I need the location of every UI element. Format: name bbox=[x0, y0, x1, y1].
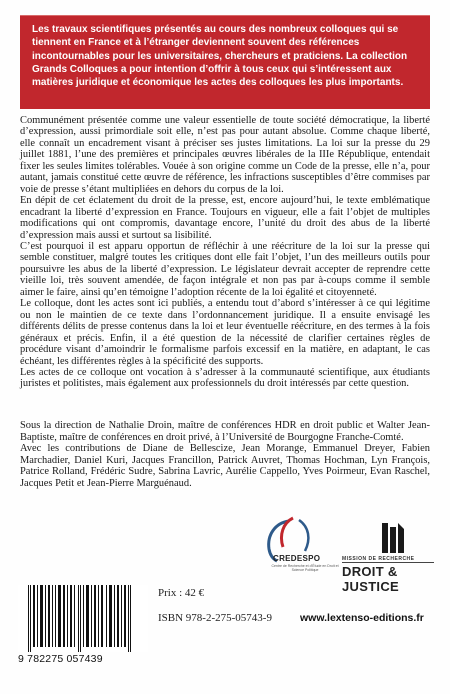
credespo-label: CREDESPO bbox=[273, 554, 321, 563]
banner-text: Les travaux scientifiques présentés au cours des nombreux colloques qui se tiennent en France et à l’étranger deviennent souvent des références incontournables pour les universitaires, chercheurs et praticiens. La collection Grands Colloques a pour intention d’offrir à tous ceux qui s’intéressent aux matières juridique et économique les actes des colloques les plus importants. bbox=[32, 24, 408, 89]
editors-block bbox=[20, 420, 430, 489]
collection-banner bbox=[20, 15, 430, 109]
editors-direction: Sous la direction de Nathalie Droin, maître de conférences HDR en droit public et Walter Jean-Baptiste, maître de conférences en droit privé, à l’Université de Bourgogne Franche-Comté. bbox=[20, 420, 430, 443]
price: Prix : 42 € bbox=[158, 587, 205, 599]
droit-justice-label: DROIT & JUSTICE bbox=[342, 564, 400, 594]
barcode-icon bbox=[18, 585, 148, 652]
summary-paragraph-2: En dépit de cet éclatement du droit de la presse, est, encore aujourd’hui, le texte emblématique encadrant la liberté d’expression en France. Toujours en vigueur, elle a fait l’objet de multiples modifications qui ont compromis, davantage encore, l’unité du droit des abus de la liberté d’expression mais aussi et surtout sa lisibilité. bbox=[20, 195, 430, 241]
isbn: ISBN 978-2-275-05743-9 bbox=[158, 612, 272, 624]
barcode bbox=[18, 585, 148, 652]
summary-paragraph-4: Le colloque, dont les actes sont ici publiés, a entendu tout d’abord s’intéresser à ce qui légitime ou non le maintien de ce texte dans l’ordonnancement juridique. Il a ensuite envisagé les différents délits de presse contenus dans la loi et leur éventuelle réécriture, en des termes à la fois généraux et précis. Enfin, il a été question de la nécessité de clarifier certaines règles de procédure visant d’amoindrir le formalisme parfois excessif en la matière, en adaptant, le cas échéant, les différentes règles à la spécificité des supports. bbox=[20, 298, 430, 367]
editors-contributors: Avec les contributions de Diane de Bellescize, Jean Morange, Emmanuel Dreyer, Fabien Marchadier, Daniel Kuri, Jacques Francillon, Patrick Auvret, Thomas Hochman, Lyn François, Patrice Rolland, Frédéric Sudre, Sabrina Lavric, Aurélie Cappello, Yves Poirmeur, Evan Raschel, Jacques Petit et Jean-Pierre Marguénaud. bbox=[20, 443, 430, 489]
summary-text bbox=[20, 115, 430, 390]
credespo-subtitle: Centre de Recherche et d’Étude en Droit et Science Politique bbox=[271, 564, 339, 572]
summary-paragraph-1: Communément présentée comme une valeur essentielle de toute société démocratique, la liberté d’expression, aussi primordiale soit elle, n’est pas pour autant absolue. Comme chaque liberté, elle connaît un encadrement visant à préciser ses justes limitations. La loi sur la presse du 29 juillet 1881, l’une des premières et principales œuvres libérales de la IIIe République, entendait fixer les seules limites tolérables. Vouée à son origine comme un Code de la presse, elle n’a, pour autant, jamais constitué cette œuvre de référence, les infractions susceptibles d’être commises par voie de presse s’étant multipliées en dehors du corpus de la loi. bbox=[20, 115, 430, 195]
mission-divider bbox=[342, 562, 434, 563]
mission-label: MISSION DE RECHERCHE bbox=[342, 556, 415, 562]
barcode-number: 9 782275 057439 bbox=[18, 653, 103, 665]
publisher-url[interactable]: www.lextenso-editions.fr bbox=[300, 612, 424, 624]
summary-paragraph-3: C’est pourquoi il est apparu opportun de réfléchir à une réécriture de la loi sur la presse qui semble constituer, malgré toutes les critiques dont elle fait l’objet, l’un des meilleurs outils pour poursuivre les abus de la liberté d’expression. Le législateur devrait accepter de reprendre cette vieille loi, très souvent amendée, de façon intégrale et non pas par à-coups comme il semble aimer le faire, ainsi qu’en témoigne l’adoption récente de la loi égalité et citoyenneté. bbox=[20, 240, 430, 298]
summary-paragraph-5: Les actes de ce colloque ont vocation à s’adresser à la communauté scientifique, aux étudiants juristes et politistes, mais également aux professionnels du droit intéressés par cette question. bbox=[20, 366, 430, 390]
